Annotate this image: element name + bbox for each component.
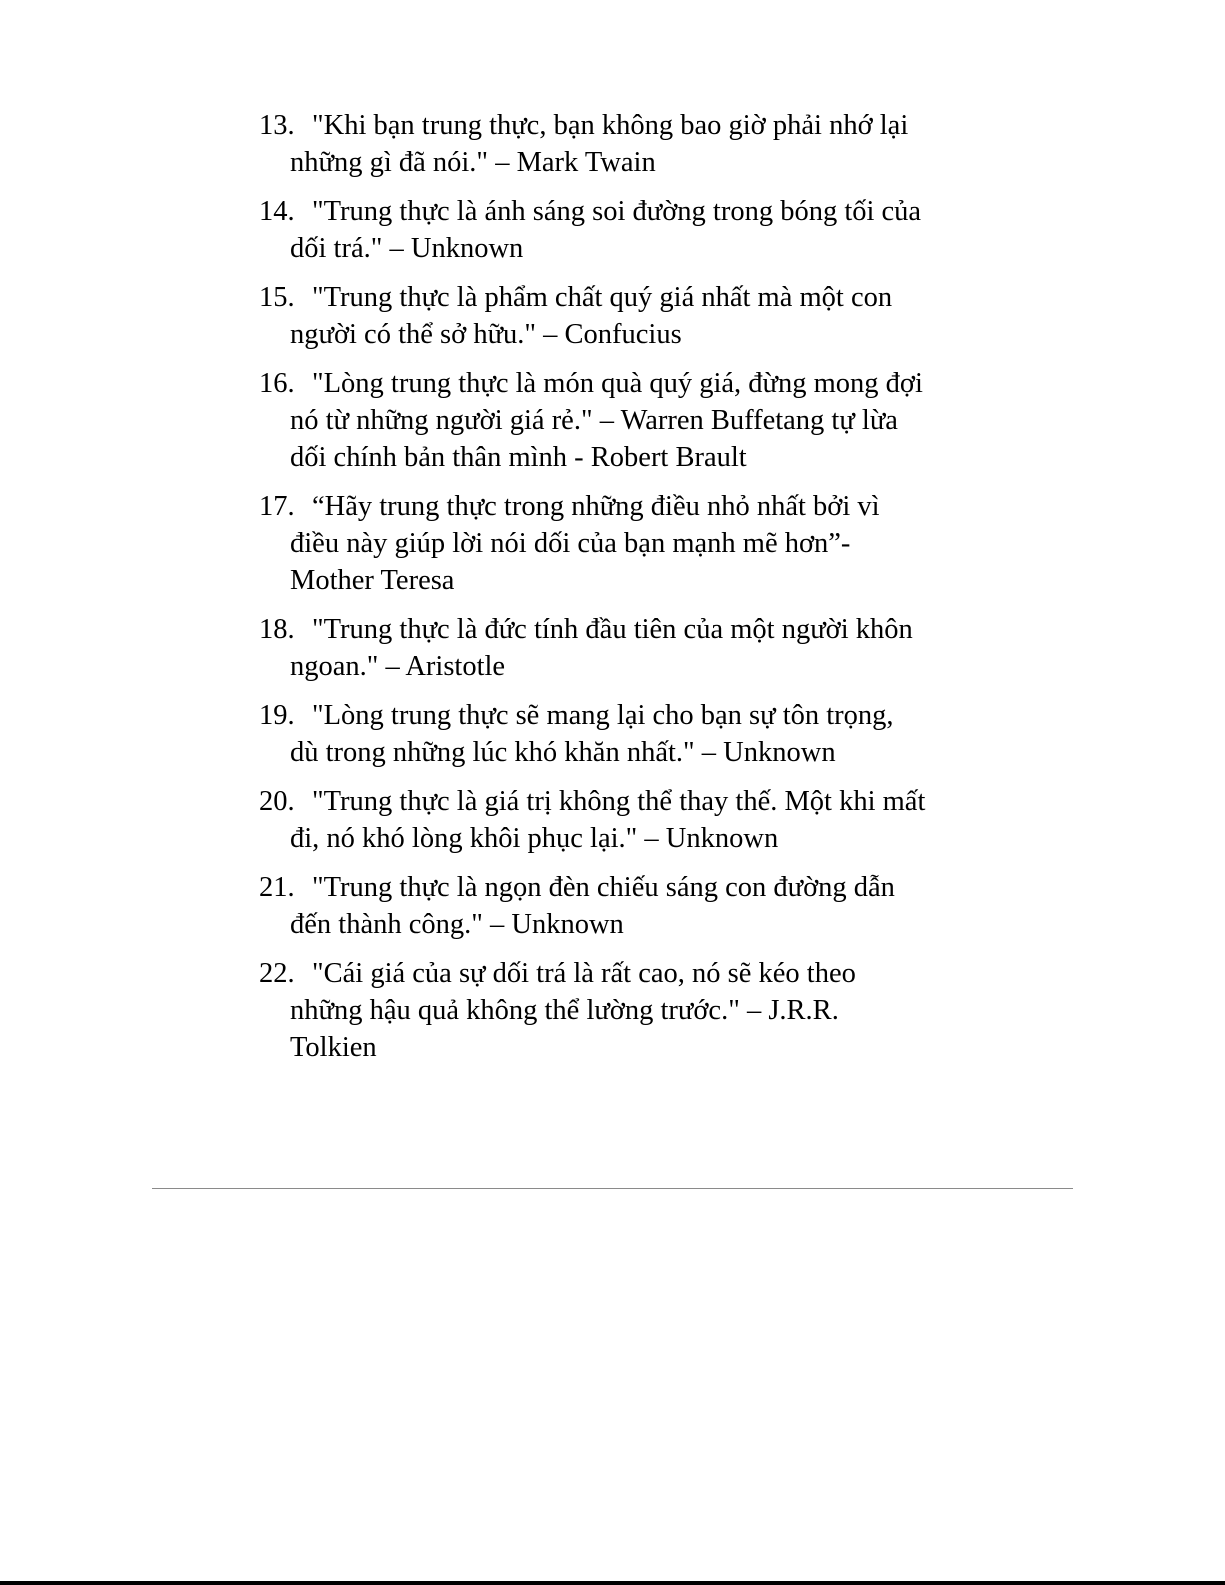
- quote-line: [259, 107, 959, 144]
- quote-item-19: [259, 697, 959, 771]
- quote-line: đi, nó khó lòng khôi phục lại." – Unknown: [290, 823, 779, 854]
- quote-number: 19.: [259, 700, 295, 731]
- quote-line: người có thể sở hữu." – Confucius: [290, 319, 682, 350]
- quote-line: những hậu quả không thể lường trước." – J.R.R.: [290, 995, 839, 1026]
- quote-line: [259, 955, 959, 992]
- quote-line: dối chính bản thân mình - Robert Brault: [290, 442, 747, 473]
- quote-item-22: [259, 955, 959, 1066]
- quote-text: "Lòng trung thực là món quà quý giá, đừng mong đợi: [312, 368, 923, 399]
- quote-number: 22.: [259, 958, 295, 989]
- quote-item-20: [259, 783, 959, 857]
- quote-number: 20.: [259, 786, 295, 817]
- quote-text: "Trung thực là phẩm chất quý giá nhất mà một con: [312, 282, 893, 313]
- quote-text: "Cái giá của sự dối trá là rất cao, nó sẽ kéo theo: [312, 958, 856, 989]
- quote-number: 18.: [259, 614, 295, 645]
- quote-line: [259, 279, 959, 316]
- quote-line: [259, 697, 959, 734]
- page-divider: [152, 1188, 1073, 1189]
- quote-line: đến thành công." – Unknown: [290, 909, 624, 940]
- quote-line: [259, 488, 959, 525]
- bottom-edge: [0, 1581, 1225, 1585]
- quote-list: [0, 107, 1225, 1078]
- quote-number: 15.: [259, 282, 295, 313]
- quote-number: 14.: [259, 196, 295, 227]
- quote-line: Mother Teresa: [290, 565, 455, 596]
- quote-line: nó từ những người giá rẻ." – Warren Buffetang tự lừa: [290, 405, 898, 436]
- quote-number: 16.: [259, 368, 295, 399]
- quote-text: "Khi bạn trung thực, bạn không bao giờ phải nhớ lại: [312, 110, 909, 141]
- quote-text: "Trung thực là ánh sáng soi đường trong bóng tối của: [312, 196, 922, 227]
- quote-line: những gì đã nói." – Mark Twain: [290, 147, 656, 178]
- quote-item-21: [259, 869, 959, 943]
- quote-text: "Trung thực là ngọn đèn chiếu sáng con đường dẫn: [312, 872, 895, 903]
- quote-line: dối trá." – Unknown: [290, 233, 524, 264]
- quote-number: 13.: [259, 110, 295, 141]
- quote-line: [259, 365, 959, 402]
- quote-line: dù trong những lúc khó khăn nhất." – Unknown: [290, 737, 836, 768]
- quote-text: "Trung thực là đức tính đầu tiên của một người khôn: [312, 614, 913, 645]
- quote-text: "Lòng trung thực sẽ mang lại cho bạn sự tôn trọng,: [312, 700, 894, 731]
- quote-line: điều này giúp lời nói dối của bạn mạnh mẽ hơn”-: [290, 528, 851, 559]
- quote-item-13: [259, 107, 959, 181]
- quote-number: 21.: [259, 872, 295, 903]
- quote-item-18: [259, 611, 959, 685]
- quote-number: 17.: [259, 491, 295, 522]
- quote-line: ngoan." – Aristotle: [290, 651, 506, 682]
- quote-line: [259, 783, 959, 820]
- quote-item-16: [259, 365, 959, 476]
- quote-line: [259, 869, 959, 906]
- quote-text: “Hãy trung thực trong những điều nhỏ nhất bởi vì: [312, 491, 880, 522]
- quote-item-14: [259, 193, 959, 267]
- quote-item-17: [259, 488, 959, 599]
- quote-item-15: [259, 279, 959, 353]
- quote-text: "Trung thực là giá trị không thể thay thế. Một khi mất: [312, 786, 926, 817]
- quote-line: [259, 193, 959, 230]
- quote-line: Tolkien: [290, 1032, 377, 1063]
- quote-line: [259, 611, 959, 648]
